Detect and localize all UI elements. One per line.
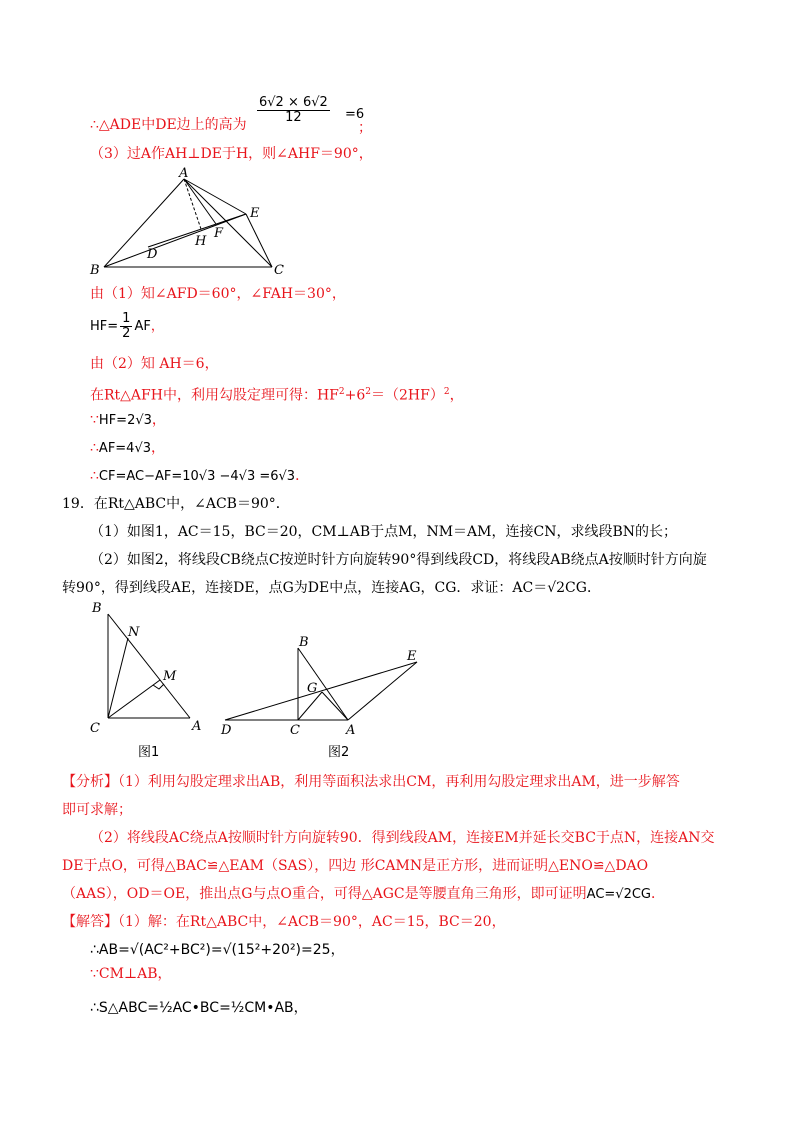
height-fraction (257, 96, 330, 125)
pyth-sup-3: 2 (443, 387, 450, 397)
cf-value: CF=AC−AF=10√3 −4√3 =6√3 (98, 469, 296, 484)
af-value: AF=4√3 (98, 441, 152, 456)
figure-1-caption: 图1 (138, 745, 160, 760)
fig1-label-m: M (163, 669, 177, 684)
figure-2 (215, 628, 430, 740)
question-19-title: 19．在Rt△ABC中，∠ACB＝90°． (62, 496, 290, 512)
hf-lhs: HF= (90, 319, 119, 334)
therefore-symbol-1: ∴ (90, 440, 99, 456)
cf-value-end: ． (295, 468, 310, 484)
label-a: A (179, 166, 189, 181)
step-af-value (90, 438, 165, 459)
label-f: F (214, 226, 224, 241)
solution-line-2: ∴AB=√(AC²+BC²)=√(15²+20²)=25， (90, 942, 345, 958)
fig2-label-b: B (299, 635, 309, 650)
fig1-label-c: C (90, 721, 100, 736)
solution-line-4: ∴S△ABC=½AC•BC=½CM•AB， (90, 1000, 308, 1016)
fig2-label-c: C (290, 723, 300, 738)
fig1-label-a: A (192, 719, 202, 734)
pyth-text: 在Rt△AFH中，利用勾股定理可得：HF (90, 387, 339, 404)
step-pythagoras (90, 382, 464, 406)
figure-triangle-aec (88, 165, 298, 280)
question-19-part-2a: （2）如图2，将线段CB绕点C按逆时针方向旋转90°得到线段CD，将线段AB绕点A按顺时针方向旋 (90, 552, 707, 568)
analysis-line-2: 即可求解； (62, 802, 132, 818)
question-19-part-1: （1）如图1，AC＝15，BC＝20，CM⊥AB于点M，NM＝AM，连接CN，求线段BN的长； (90, 524, 678, 540)
pyth-rest: ＝（2HF） (371, 387, 444, 404)
fig2-label-g: G (307, 681, 318, 696)
analysis-line-5-text: （AAS），OD＝OE，推出点G与点O重合，可得△AGC是等腰直角三角形，即可证明 (62, 886, 587, 902)
fig2-label-a: A (346, 723, 356, 738)
because-symbol: ∵ (90, 412, 99, 428)
step-angle-info: 由（1）知∠AFD＝60°，∠FAH＝30°， (90, 286, 346, 302)
label-e: E (250, 206, 260, 221)
figure-1 (88, 600, 218, 740)
solution-line-3: ∵CM⊥AB， (90, 966, 172, 982)
analysis-line-3: （2）将线段AC绕点A按顺时针方向旋转90．得到线段AM，连接EM并延长交BC于点N，连接AN交 (90, 830, 715, 846)
label-c: C (274, 263, 284, 278)
pyth-sup-1: 2 (338, 387, 345, 397)
fraction-denominator: 12 (285, 110, 302, 125)
hf-rhs: AF (134, 319, 151, 334)
analysis-line-5 (62, 884, 665, 905)
hf-value-end: ， (151, 412, 166, 428)
pyth-sup-2: 2 (365, 387, 371, 397)
pyth-end: ， (449, 387, 464, 404)
fraction-numerator: 6√2 × 6√2 (259, 95, 328, 110)
analysis-line-5-end: ． (651, 886, 665, 902)
question-19-part-2b: 转90°，得到线段AE，连接DE，点G为DE中点，连接AG，CG．求证：AC＝√2CG． (62, 580, 601, 596)
height-result: =6 (345, 107, 365, 122)
af-value-end: ， (151, 440, 166, 456)
analysis-line-4: DE于点O，可得△BAC≌△EAM（SAS），四边 形CAMN是正方形，进而证明△ENO≌△DAO (62, 858, 649, 874)
hf-equation (90, 312, 164, 341)
fig2-label-e: E (407, 649, 417, 664)
analysis-line-5-expr: AC=√2CG (586, 887, 651, 902)
fig1-label-n: N (128, 625, 140, 640)
step-cf-value (90, 466, 309, 487)
label-d: D (147, 247, 158, 262)
step-ah: 由（2）知 AH＝6， (90, 356, 219, 372)
statement-end: ； (358, 120, 372, 136)
step-3-intro: （3）过A作AH⊥DE于H，则∠AHF＝90°， (90, 146, 373, 162)
half-den: 2 (122, 326, 131, 341)
fig1-label-b: B (92, 601, 102, 616)
step-hf-value (90, 410, 166, 431)
figure-2-caption: 图2 (328, 745, 350, 760)
analysis-line-1: 【分析】（1）利用勾股定理求出AB，利用等面积法求出CM，再利用勾股定理求出AM，进一步解答 (62, 774, 680, 790)
half-num: 1 (122, 311, 131, 326)
label-b: B (90, 263, 100, 278)
solution-line-1: 【解答】（1）解：在Rt△ABC中，∠ACB＝90°，AC＝15，BC＝20， (62, 914, 506, 930)
statement-prefix: ∴△ADE中DE边上的高为 (90, 117, 247, 133)
hf-end: ， (150, 319, 164, 334)
therefore-symbol-2: ∴ (90, 468, 99, 484)
hf-value: HF=2√3 (98, 413, 152, 428)
fig2-label-d: D (221, 723, 232, 738)
pyth-mid: +6 (344, 387, 366, 404)
label-h: H (195, 234, 207, 249)
statement-height (90, 115, 247, 135)
